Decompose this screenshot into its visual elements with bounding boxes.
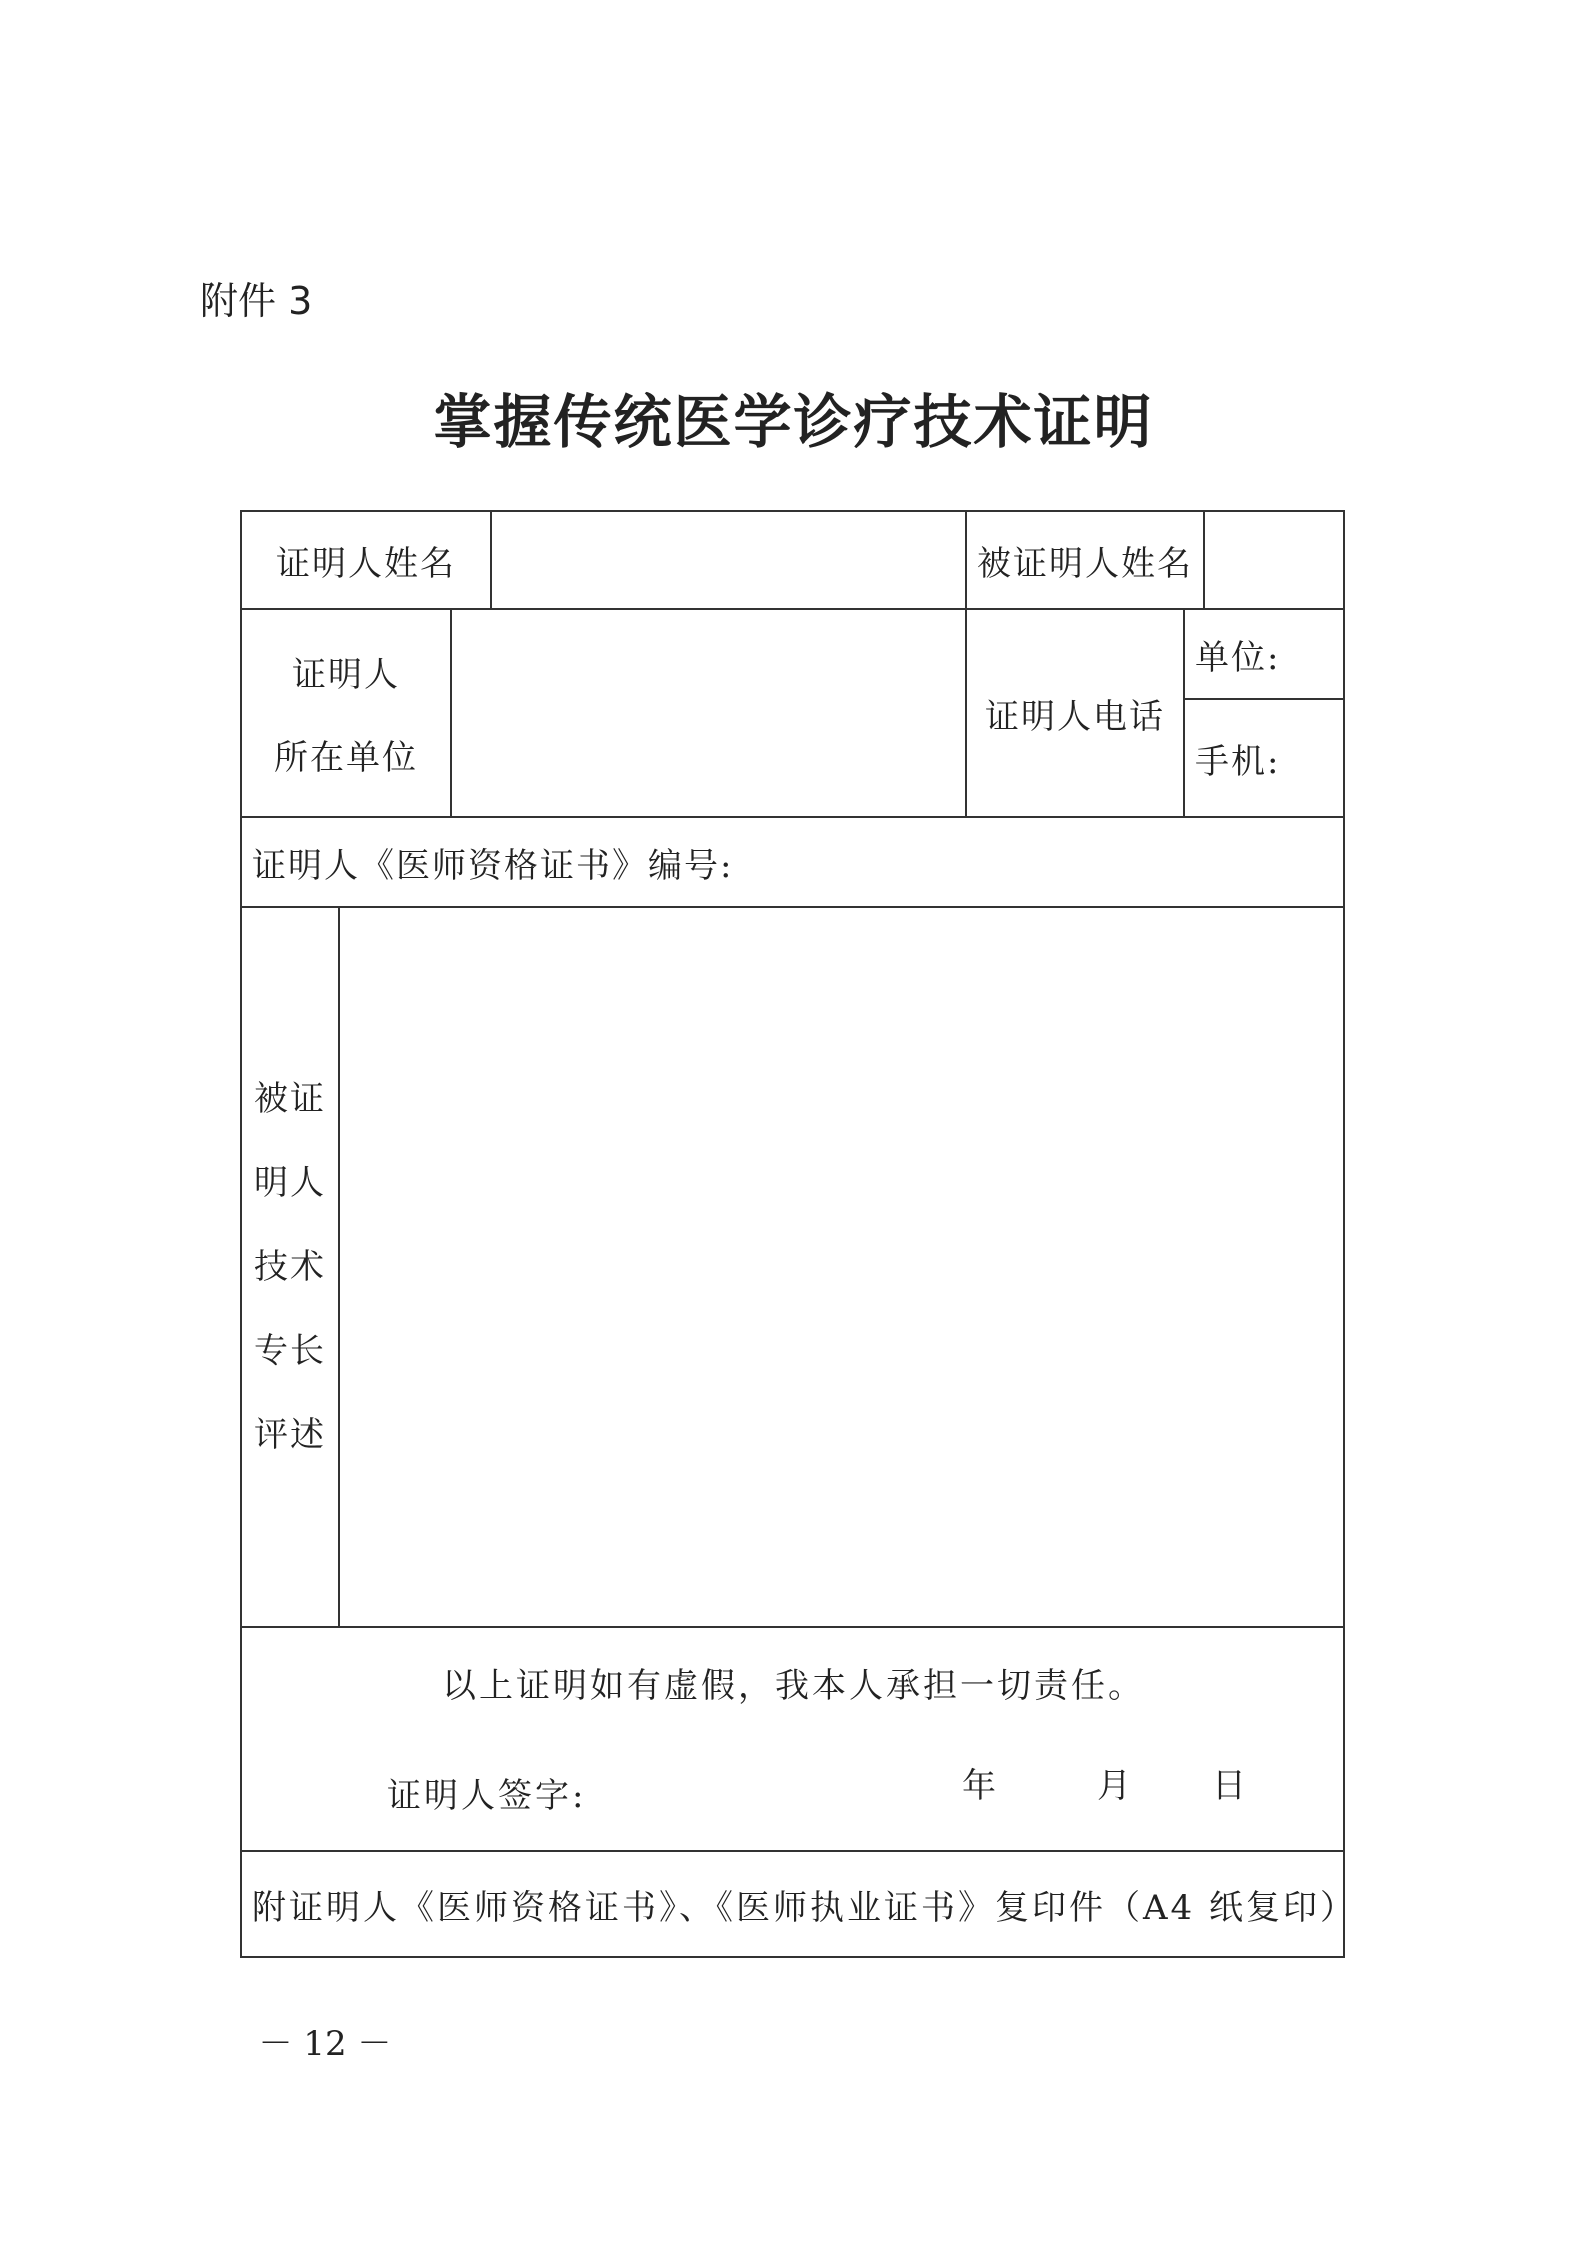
assessment-label-line: 被证 [254,1079,326,1119]
date-day-label: 日 [1212,1766,1249,1806]
certified-person-name-field[interactable] [1203,510,1345,610]
assessment-label-line: 技术 [254,1247,326,1287]
attachment-label: 附件 3 [200,279,313,323]
certificate-number-field[interactable]: 证明人《医师资格证书》编号: [240,816,1345,908]
assessment-label-line: 明人 [254,1163,326,1203]
certifier-unit-field[interactable] [450,608,967,818]
phone-unit-field[interactable]: 单位: [1183,608,1345,700]
certified-person-name-label: 被证明人姓名 [965,510,1205,610]
document-title: 掌握传统医学诊疗技术证明 [433,388,1154,456]
date-month-label: 月 [1097,1766,1134,1806]
certifier-phone-label: 证明人电话 [965,608,1185,818]
certifier-name-field[interactable] [490,510,967,610]
assessment-label-line: 评述 [254,1415,326,1455]
certification-form [240,510,1357,1958]
date-year-label: 年 [962,1766,999,1806]
page-number: － 12 － [258,2024,392,2064]
assessment-content-area[interactable] [338,906,1345,1628]
assessment-label-line: 专长 [254,1331,326,1371]
attachment-note: 附证明人《医师资格证书》、《医师执业证书》复印件（A4 纸复印） [240,1850,1345,1958]
phone-mobile-field[interactable]: 手机: [1183,698,1345,818]
certifier-unit-label [240,608,452,818]
certifier-unit-label-line1: 证明人 [292,655,400,695]
certifier-name-label: 证明人姓名 [240,510,492,610]
assessment-label [240,906,340,1628]
certifier-unit-label-line2: 所在单位 [274,738,418,778]
declaration-statement: 以上证明如有虚假，我本人承担一切责任。 [442,1666,1145,1706]
declaration-block [240,1626,1345,1852]
signature-label[interactable]: 证明人签字: [387,1776,587,1816]
